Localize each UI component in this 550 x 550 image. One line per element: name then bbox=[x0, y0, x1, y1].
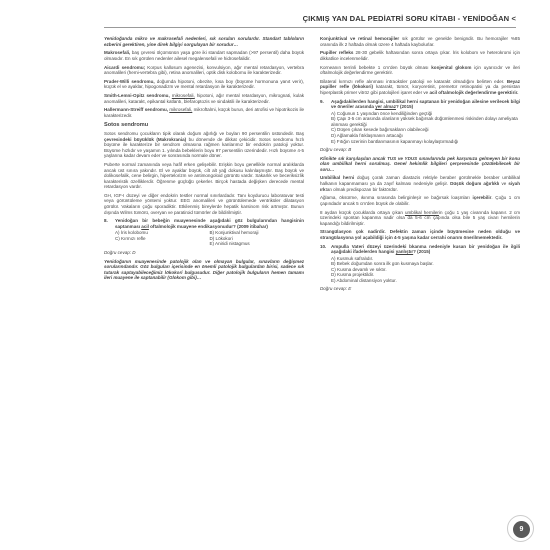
section-title: Sotos sendromu bbox=[104, 121, 149, 128]
option-a[interactable]: A) Kusmuk safralıdır. bbox=[331, 255, 374, 261]
umbilical-paragraph-1: Umbilikal herni doğuş çorak zaman diastazis rektiyle beraber görülmekle beraber umbilikal halkanın kapanmaması ya da zayıf kalması nedeniyle gelişir. Düşük doğum ağırlıklı ve siyah ırktan olmak predispozan bir faktördür. bbox=[320, 175, 520, 192]
glaucoma-paragraph: Korneanın terrinli bebekte 1 cm'den büyük olması konjenital glokom için uyarıcıdır ve ileri oftalmolojik değerlendirme gerektirir. bbox=[320, 64, 520, 76]
option-c[interactable]: C) Kusma devamlı ve sıktır. bbox=[331, 266, 387, 272]
makrosefali-paragraph: Makrosefali, baş çevresi ölçümünün yaşa göre iki standart sapmadan (>97 persentil) daha büyük olmasıdır. En sık görülen nedenler ailesel megalensefali ve hidrosefalidir. bbox=[104, 50, 304, 61]
running-header bbox=[0, 14, 550, 28]
sotos-paragraph-1: Sotos sendromu çocukların tipik olarak doğum ağırlığı ve boyları 90 persentilin üstündedir. Baş çevresindeki büyüklük (Makrokrania) bu dönemde de dikkat çekicidir. Sotos sendromu hızlı büyüme ile karakterize bir sendrom olmasına rağmen kanlarımız bir endokrin patoloji yoktur. Büyüme hızlıdır ve yaşamın 1. yılında bebeklerin boyu 97 persentilin üzerindedir. Hızlı büyüme 4-5 yaşlarına kadar devam eder ve sonrasında normale döner. bbox=[104, 131, 304, 159]
option-d[interactable]: D) Lökokori bbox=[209, 235, 233, 241]
arrow-icon: < bbox=[511, 14, 516, 23]
header-title: ÇIKMIŞ YAN DAL PEDİATRİ SORU KİTABI - YENİDOĞAN < bbox=[302, 14, 516, 23]
explanation-8: Yenidoğanın muayenesinde patolojik olan ve olmayan bulgular, sınavların değişmez sorularındandır. Göz bulguları içerisinde en önemli patolojik bulgulardan birisi, sadece sık tutarak saptayabileceğimiz lökokori bulgusudur. Diğer patolojik bulguların hemen tamamı ileri muayene ile saptanabilir (Glokom gibi)… bbox=[104, 258, 304, 281]
option-spacer bbox=[115, 241, 210, 247]
question-10-options bbox=[331, 256, 520, 284]
option-b[interactable]: B) Konjunktival hemoraji bbox=[209, 230, 259, 236]
header-rule bbox=[104, 27, 516, 28]
question-9: 9. Aşağıdakilerden hangisi, umbilikal herni saptanan bir yenidoğan ailesine verilecek bilgi ve öneriler arasında yer almaz? (2015) bbox=[320, 98, 520, 110]
umbilical-paragraph-2: Ağlama, öksürme, ıkınma sırasında belirginleşir ve bağırsak loaşmları içerebilir. Çoğu 1 cm çapındadır ancak 5 cm'den büyük de olabilir. bbox=[320, 195, 520, 206]
sotos-paragraph-3: GH, IGF-I düzeyi ve diğer endokrin testler normal sınırlardadır. Tanı koydurucu laboratuvar testi veya görüntüleme yöntemi yoktur. EEG anomalileri ve görüntülemede ventriküler dilatasyon görülür. Vakaların çoğu sporadiktir. Etkilenmiş bireylerde hepatik karsinom risk artmıştır. Bunun dışında Wilms tümörü, overyan ve paratiroid tümörler de bildirilmiştir. bbox=[104, 192, 304, 215]
question-8-options bbox=[115, 230, 304, 247]
pupillary-paragraph: Pupiller refleks 28-30 gebelik haftasından sonra ortaya çıkar. İris kolobom ve heterokromi için dikkatlice incelenmelidir. bbox=[320, 50, 520, 61]
page-number: 9 bbox=[513, 521, 530, 538]
option-c[interactable]: C) Kırmızı refle bbox=[115, 235, 146, 241]
leukocoria-paragraph: Bilateral kırmızı refle alınması intraoküler patoloji ve katarakt olmadığını belirten eder. Beyaz pupiller refle (lökokori) katarakt, tümör, koryoretinit, premetür retinopatisi ya da persistan hiperplastik primer vitröz gibi patolojileri işaret eder ve acil oftalmolojik değerlendirme gerektirir. bbox=[320, 78, 520, 95]
sotos-paragraph-2: Puberte normal zamanında veya hafif erken gelişebilir. Erişkin boyu genellikle normal aralıklarda ancak üst sınıra yakındır. El ve ayaklar büyük, cilt alt yağ dokusu kalınlaşmıştır. Baş büyük ve dolikosefalik, cene belirgin, hipertelorizm ve antimongoloid görüntü vardır. Sakarlık ve beceriksizlik karakteristik özelliklerdir. Öğrenme güçlüğü çekerler. Birçok hastada değişken derecede mental retardasyon vardır. bbox=[104, 161, 304, 190]
answer-9: Doğru cevap: B bbox=[320, 147, 352, 153]
option-d[interactable]: D) Kusma projektildir. bbox=[331, 272, 375, 278]
explanation-9: Klinikte sık karşılaşılan ancak TUS ve YDUS sınavlarında pek karşımıza gelmeyen bir konu olan umbilikal herni sorulmuş. Genel hekimlik bilgileri çerçevesinde çözülebilecek bir soru… bbox=[320, 155, 520, 172]
umbilical-paragraph-3: 8 aydan küçük çocuklarda ortaya çıkan umblikal hernilerin çoğu 1 yaş civarında kapanır. 2 cm üzerindeki spontan kapanma nadir olsa da 5-6 cm çapında olsa bile 5 yaş civarı hernilerin kapandığı bildirilmiştir. bbox=[320, 209, 520, 226]
aicardi-paragraph: Aicardi sendromu; Korpus kallosum agenezisi, konvulsiyon, ağır mental retardasyon, vertebra anomalileri (hemi-vertebra gibi), retina anomalileri, optik disk kolobomu ile karakterizedir. bbox=[104, 64, 304, 76]
right-column bbox=[320, 36, 520, 516]
left-column bbox=[104, 36, 304, 516]
question-8: 8. Yenidoğan bir bebeğin muayenesinde aşağıdaki göz bulgularından hangisinin saptanması acil oftalmolojik muayene endikasyonudur? (2009 itibahar) bbox=[104, 218, 304, 229]
option-e[interactable]: E) Aniridi nistagmus bbox=[209, 241, 250, 247]
conjunctival-paragraph: Konjunktival ve retinal hemorajiler sık görülür ve genelde benigndir. Bu hemorajiler %85 oranında ilk 2 haftada olmak üzere 4 haftada kaybolurlar. bbox=[320, 36, 520, 47]
hallermann-paragraph: Hallermann-Streiff sendromu, mikrosefali, mikroftalmi, küçük burun, deri atrofisi ve hipotrikozis ile karakterizedir. bbox=[104, 107, 304, 118]
option-e[interactable]: E) Abdominal distansiyon yoktur. bbox=[331, 277, 397, 283]
option-b[interactable]: B) Çapı 3-5 cm arasında olanların yüksek bağırsak düğümlenmesi riskinden dolayı ameliyata alınması gerektiği bbox=[331, 116, 518, 127]
option-c[interactable]: C) Düşen çıkan kesede bağırsakların olabileceği bbox=[331, 127, 429, 133]
umbilical-paragraph-4: Strangülasyon çok nadirdir. Defektin zaman içinde büyümesine neden olduğu ve strangülasyona yol açabildiği için 4-5 yaşına kadar cerrahi onarım önerilmemektedir. bbox=[320, 229, 520, 240]
question-10: 10. Ampulla Vateri düzeyi üzerindeki bkanma nedeniyle kusan bir yenidoğan ile ilgili aşağıdaki ifadelerden hangisi yanlıştır? (2015) bbox=[320, 243, 520, 255]
answer-8: Doğru cevap: D bbox=[104, 250, 136, 255]
prader-willi-paragraph: Prader-Willi sendromu, doğumda hipotoni, obezite, kısa boy (büyüme hormonuna yanıt verir), küçük el ve ayaklar, hipogonadizm ve mental retardasyon ile karakterizedir. bbox=[104, 78, 304, 90]
smith-lemli-paragraph: Smith-Lemni-Opitz sendromu, mikrosefali, hipotoni, ağır mental retardasyon, mikrognati, kulak anomalileri, katarakt, epikantal katlantı, blefaroptozis ve sindaktili ile karakterizedir. bbox=[104, 93, 304, 104]
question-9-options bbox=[331, 111, 520, 144]
intro-paragraph: Yenidoğanda mikro ve makrosefali nedenleri, sık soruları sorulardır. Standart tabloların ezberini gerektiren, yine direk bilgiyi sorgulayan bir sorudur… bbox=[104, 36, 304, 47]
option-e[interactable]: E) Fıtığın üzerinin bantlanmasının kapanmayı kolaylaştırmadığı bbox=[331, 138, 459, 144]
option-a[interactable]: A) İris kolobomu bbox=[115, 230, 148, 236]
option-b[interactable]: B) Bebek doğumdan sonra ilk gün kusmaya başlar. bbox=[331, 261, 434, 267]
option-a[interactable]: A) Coğunun 1 yaşından önce kendiliğinden geçtiği bbox=[331, 110, 433, 116]
answer-10: Doğru cevap: E bbox=[320, 286, 352, 292]
option-d[interactable]: D) Ağlamakla fıtıklaşmanın artacağı bbox=[331, 132, 403, 138]
